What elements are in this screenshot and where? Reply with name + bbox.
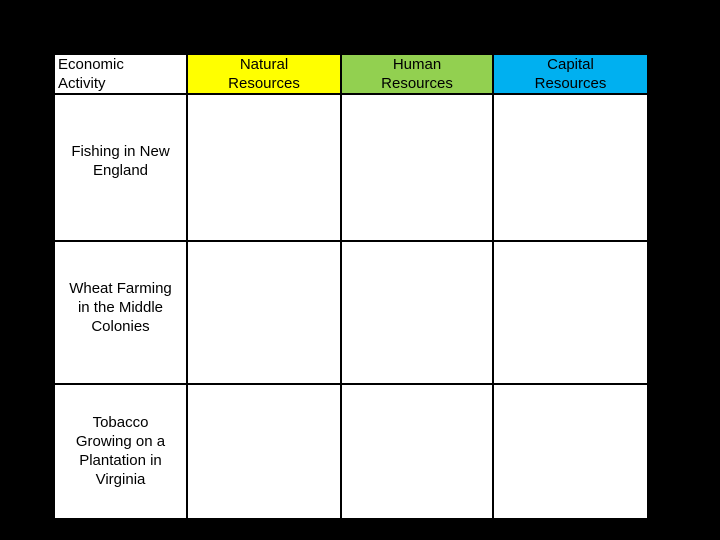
capital-resources-cell[interactable] xyxy=(494,95,649,242)
table-row xyxy=(53,95,649,242)
human-resources-cell[interactable] xyxy=(342,242,494,385)
human-resources-cell[interactable] xyxy=(342,385,494,520)
header-natural-resources: Natural Resources xyxy=(188,53,342,95)
natural-resources-cell[interactable] xyxy=(188,242,342,385)
human-resources-cell[interactable] xyxy=(342,95,494,242)
capital-resources-cell[interactable] xyxy=(494,242,649,385)
activity-cell: Fishing in New England xyxy=(53,95,188,242)
natural-resources-cell[interactable] xyxy=(188,385,342,520)
capital-resources-cell[interactable] xyxy=(494,385,649,520)
natural-resources-cell[interactable] xyxy=(188,95,342,242)
header-row xyxy=(53,53,649,95)
header-economic-activity: Economic Activity xyxy=(53,53,188,95)
table-row xyxy=(53,385,649,520)
activity-cell: Tobacco Growing on a Plantation in Virginia xyxy=(53,385,188,520)
activity-cell: Wheat Farming in the Middle Colonies xyxy=(53,242,188,385)
header-human-resources: Human Resources xyxy=(342,53,494,95)
resources-table xyxy=(53,53,649,520)
table-row xyxy=(53,242,649,385)
header-capital-resources: Capital Resources xyxy=(494,53,649,95)
